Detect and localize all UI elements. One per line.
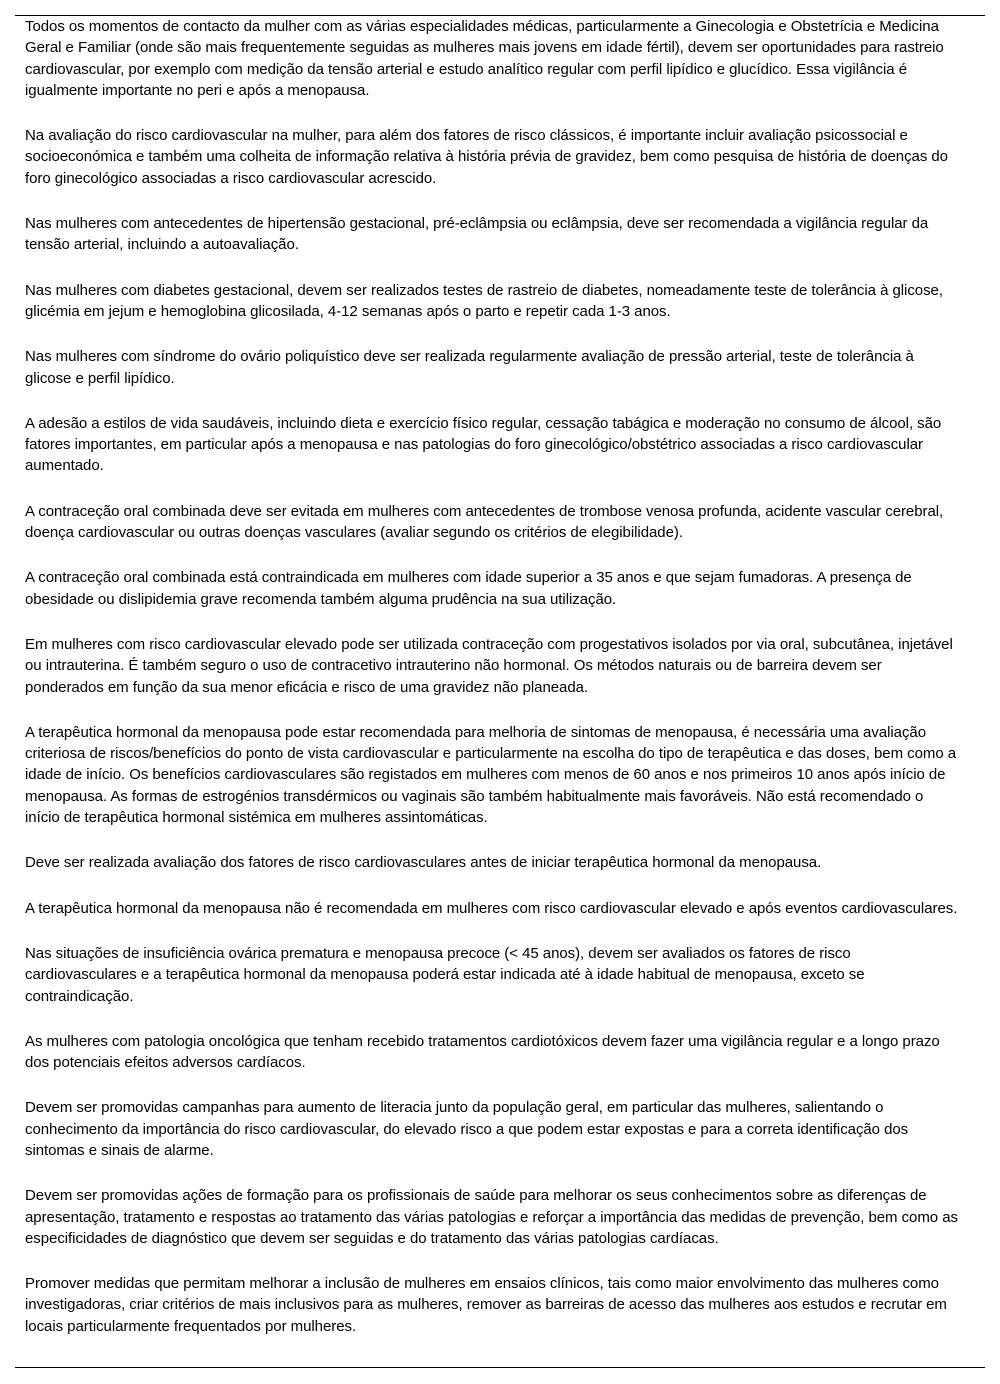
paragraph: Nas mulheres com síndrome do ovário poliquístico deve ser realizada regularmente avaliação de pressão arterial, teste de tolerância à glicose e perfil lipídico. <box>25 348 914 387</box>
paragraph: A contraceção oral combinada está contraindicada em mulheres com idade superior a 35 anos e que sejam fumadoras. A presença de obesidade ou dislipidemia grave recomenda também alguma prudência na sua utilização. <box>25 569 912 608</box>
recommendations-text <box>25 16 960 1337</box>
paragraph: Devem ser promovidas ações de formação para os profissionais de saúde para melhorar os seus conhecimentos sobre as diferenças de apresentação, tratamento e respostas ao tratamento das várias patologias e reforçar a importância das medidas de prevenção, bem como as especificidades de diagnóstico que devem ser seguidas e do tratamento das várias patologias cardíacas. <box>25 1187 958 1247</box>
paragraph: A contraceção oral combinada deve ser evitada em mulheres com antecedentes de trombose venosa profunda, acidente vascular cerebral, doença cardiovascular ou outras doenças vasculares (avaliar segundo os critérios de elegibilidade). <box>25 502 944 542</box>
paragraph: Em mulheres com risco cardiovascular elevado pode ser utilizada contraceção com progestativos isolados por via oral, subcutânea, injetável ou intrauterina. É também seguro o uso de contracetivo intrauterino não hormonal. Os métodos naturais ou de barreira devem ser ponderados em função da sua menor eficácia e risco de uma gravidez não planeada. <box>25 635 953 696</box>
paragraph: A terapêutica hormonal da menopausa não é recomendada em mulheres com risco cardiovascular elevado e após eventos cardiovasculares. <box>25 899 958 917</box>
paragraph: Promover medidas que permitam melhorar a inclusão de mulheres em ensaios clínicos, tais como maior envolvimento das mulheres como investigadoras, criar critérios de mais inclusivos para as mulheres, remover as barreiras de acesso das mulheres aos estudos e recrutar em locais particularmente frequentados por mulheres. <box>25 1275 947 1335</box>
paragraph: Nas mulheres com diabetes gestacional, devem ser realizados testes de rastreio de diabetes, nomeadamente teste de tolerância à glicose, glicémia em jejum e hemoglobina glicosilada, 4-12 semanas após o parto e repetir cada 1-3 anos. <box>25 281 943 320</box>
paragraph: Todos os momentos de contacto da mulher com as várias especialidades médicas, particularmente a Ginecologia e Obstetrícia e Medicina Geral e Familiar (onde são mais frequentemente seguidas as mulheres mais jovens em idade fértil), devem ser oportunidades para rastreio cardiovascular, por exemplo com medição da tensão arterial e estudo analítico regular com perfil lipídico e glucídico. Essa vigilância é igualmente importante no peri e após a menopausa. <box>25 18 944 99</box>
paragraph: Na avaliação do risco cardiovascular na mulher, para além dos fatores de risco clássicos, é importante incluir avaliação psicossocial e socioeconómica e também uma colheita de informação relativa à história prévia de gravidez, bem como pesquisa de história de doenças do foro ginecológico associadas a risco cardiovascular acrescido. <box>25 127 948 187</box>
paragraph: A adesão a estilos de vida saudáveis, incluindo dieta e exercício físico regular, cessação tabágica e moderação no consumo de álcool, são fatores importantes, em particular após a menopausa e nas patologias do foro ginecológico/obstétrico associadas a risco cardiovascular aumentado. <box>25 414 942 475</box>
paragraph: Nas situações de insuficiência ovárica prematura e menopausa precoce (< 45 anos), devem ser avaliados os fatores de risco cardiovasculares e a terapêutica hormonal da menopausa poderá estar indicada até à idade habitual de menopausa, exceto se contraindicação. <box>25 944 865 1005</box>
paragraph: Deve ser realizada avaliação dos fatores de risco cardiovasculares antes de iniciar terapêutica hormonal da menopausa. <box>25 854 822 872</box>
paragraph: As mulheres com patologia oncológica que tenham recebido tratamentos cardiotóxicos devem fazer uma vigilância regular e a longo prazo dos potenciais efeitos adversos cardíacos. <box>25 1032 940 1072</box>
paragraph: A terapêutica hormonal da menopausa pode estar recomendada para melhoria de sintomas de menopausa, é necessária uma avaliação criteriosa de riscos/benefícios do ponto de vista cardiovascular e particularmente na escolha do tipo de terapêutica e das doses, bem como a idade de início. Os benefícios cardiovasculares são registados em mulheres com menos de 60 anos e nos primeiros 10 anos após início de menopausa. As formas de estrogénios transdérmicos ou vaginais são também habitualmente mais favoráveis. Não está recomendado o início de terapêutica hormonal sistémica em mulheres assintomáticas. <box>25 723 957 827</box>
bottom-rule <box>15 1367 985 1368</box>
paragraph: Devem ser promovidas campanhas para aumento de literacia junto da população geral, em particular das mulheres, salientando o conhecimento da importância do risco cardiovascular, do elevado risco a que podem estar expostas e para a correta identificação dos sintomas e sinais de alarme. <box>25 1099 909 1159</box>
paragraph: Nas mulheres com antecedentes de hipertensão gestacional, pré-eclâmpsia ou eclâmpsia, deve ser recomendada a vigilância regular da tensão arterial, incluindo a autoavaliação. <box>25 215 929 254</box>
